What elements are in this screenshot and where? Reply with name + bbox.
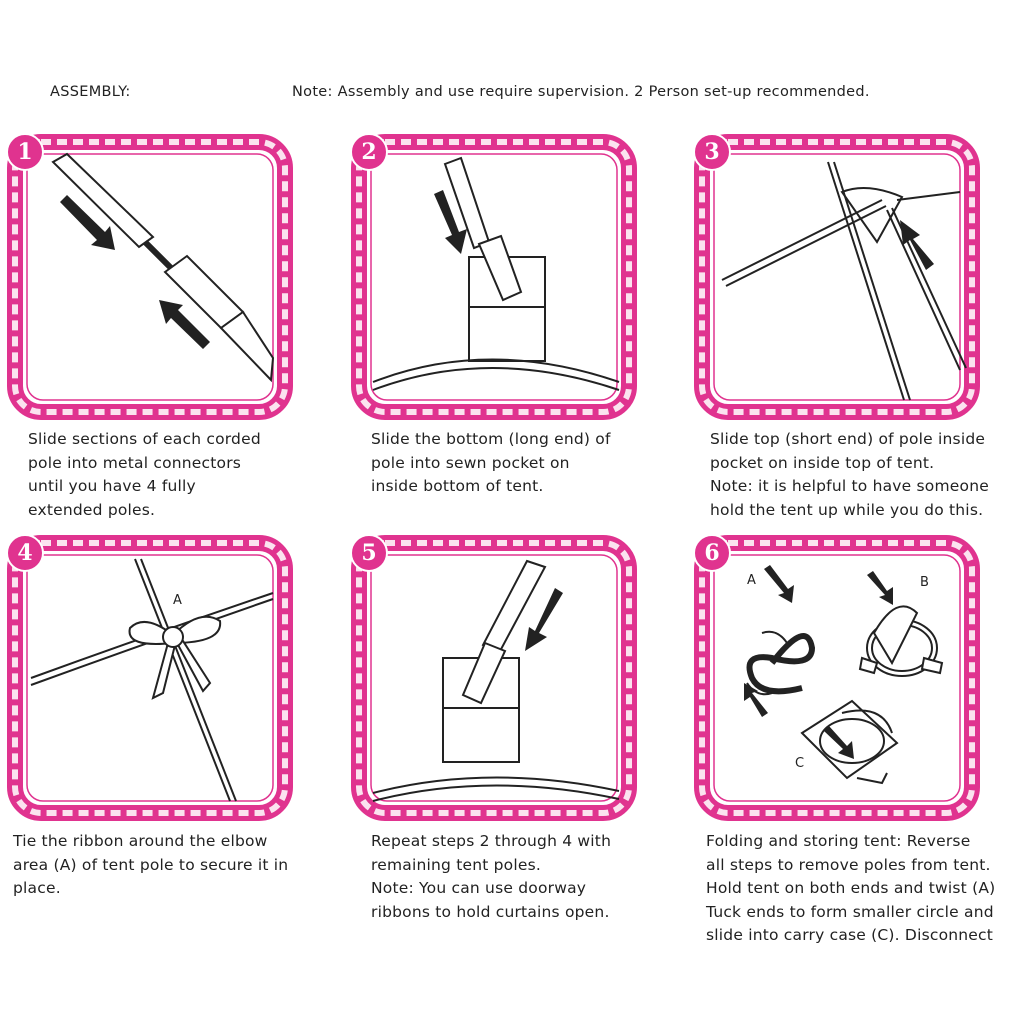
fold-label-c: C: [795, 756, 805, 771]
assembly-heading: ASSEMBLY:: [50, 84, 131, 100]
step-number: 3: [704, 139, 720, 165]
step-number: 6: [704, 540, 720, 566]
step-1-panel: [5, 132, 295, 422]
step-5-caption: Repeat steps 2 through 4 with remaining tent poles. Note: You can use doorway ribbons to hold curtains open.: [371, 832, 612, 921]
step-number: 2: [361, 139, 377, 165]
step-6-panel: [692, 533, 982, 823]
step-number: 1: [17, 139, 33, 165]
step-6-caption: Folding and storing tent: Reverse all steps to remove poles from tent. Hold tent on both ends and twist (A) Tuck ends to form smaller circle and slide into carry case (C). Disconnect: [706, 832, 996, 944]
step-2-caption: Slide the bottom (long end) of pole into sewn pocket on inside bottom of tent.: [371, 430, 611, 495]
supervision-note: Note: Assembly and use require supervision. 2 Person set-up recommended.: [292, 84, 870, 100]
step-number: 5: [361, 540, 377, 566]
step-4-panel: [5, 533, 295, 823]
fold-label-b: B: [920, 575, 929, 590]
step-4-caption: Tie the ribbon around the elbow area (A) of tent pole to secure it in place.: [13, 832, 289, 897]
step-1-caption: Slide sections of each corded pole into metal connectors until you have 4 fully extended poles.: [28, 430, 261, 519]
step-5-panel: [349, 533, 639, 823]
step-3-panel: [692, 132, 982, 422]
step-number: 4: [17, 540, 33, 566]
elbow-label-a: A: [173, 593, 182, 608]
fold-label-a: A: [747, 573, 756, 588]
step-3-caption: Slide top (short end) of pole inside pocket on inside top of tent. Note: it is helpful to have someone hold the tent up while you do this.: [710, 430, 989, 519]
step-2-panel: [349, 132, 639, 422]
